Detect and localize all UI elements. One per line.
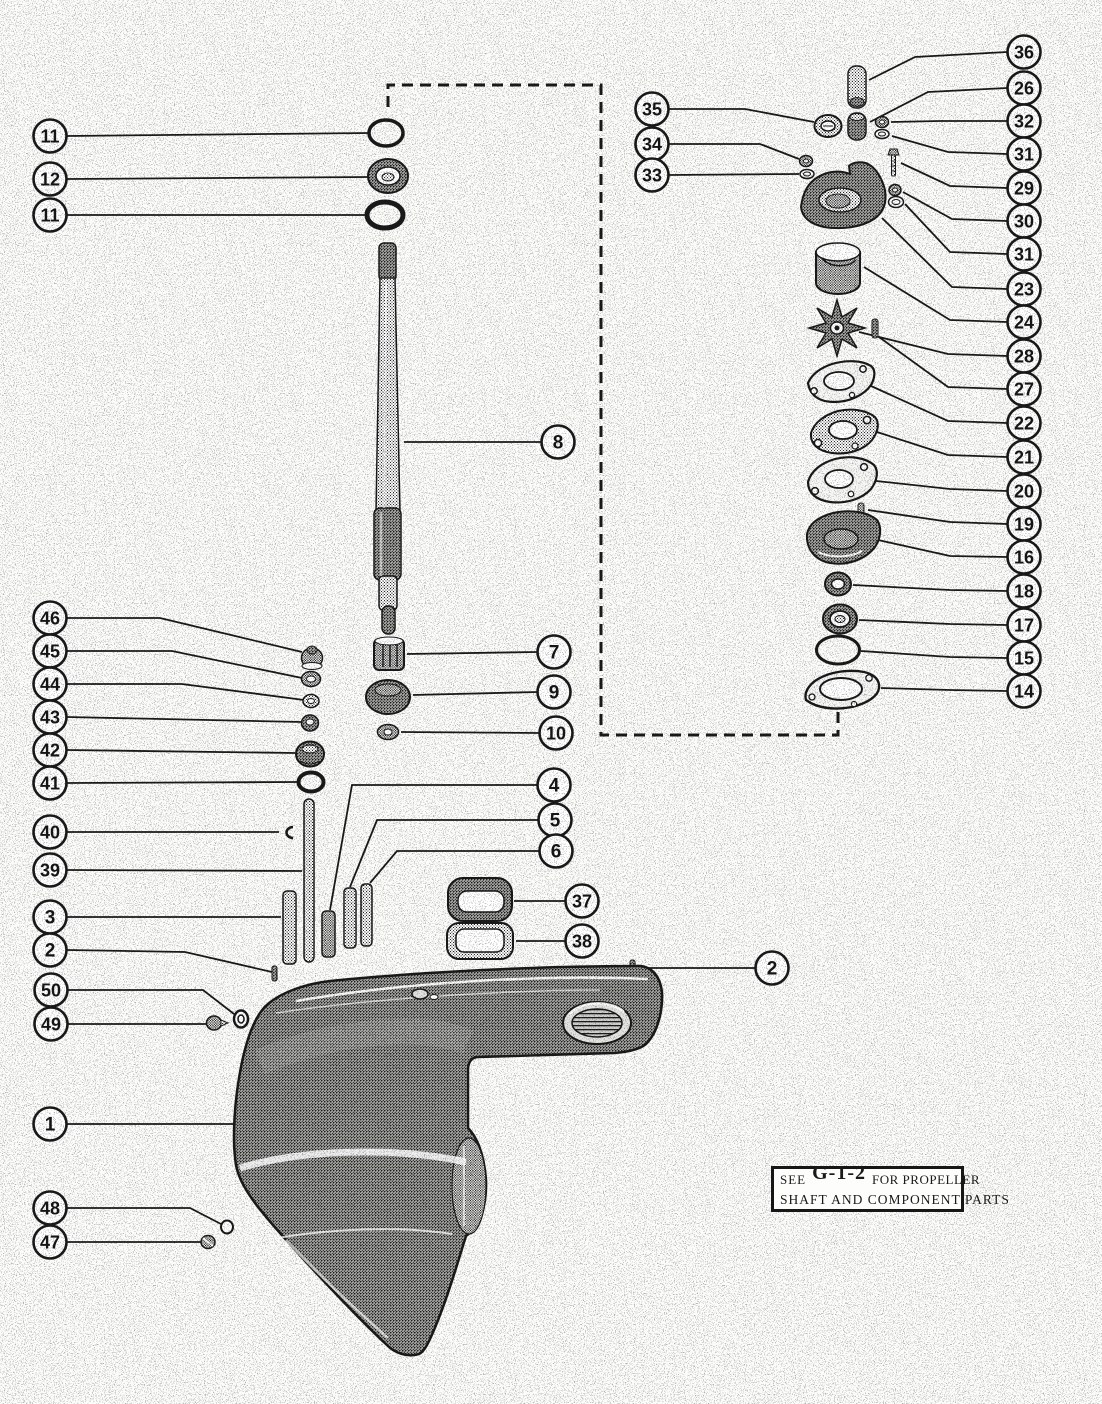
part-36-pump-liner: [848, 66, 866, 108]
svg-text:50: 50: [40, 980, 62, 1001]
callout-2: [34, 934, 67, 967]
part-4-dowel-rod: [322, 911, 335, 957]
part-47-vent-screw: [201, 1236, 215, 1249]
svg-text:5: 5: [549, 810, 561, 832]
callout-50: [35, 974, 68, 1007]
callout-7: [538, 636, 571, 669]
callout-47: [34, 1226, 67, 1259]
svg-text:41: 41: [39, 773, 61, 794]
svg-text:20: 20: [1013, 481, 1035, 502]
svg-text:16: 16: [1013, 547, 1035, 568]
svg-text:19: 19: [1013, 514, 1035, 535]
callout-12: [34, 163, 67, 196]
callout-10: [540, 717, 573, 750]
callout-37: [566, 885, 599, 918]
svg-text:48: 48: [39, 1198, 61, 1219]
part-7-pinion-bearing: [374, 637, 404, 670]
callout-34: [636, 128, 669, 161]
callout-26: [1008, 72, 1041, 105]
svg-text:29: 29: [1013, 178, 1035, 199]
part-30-nut: [889, 185, 901, 196]
callout-6: [540, 835, 573, 868]
svg-text:14: 14: [1013, 681, 1035, 702]
svg-text:42: 42: [39, 740, 61, 761]
part-17-oil-seal-large: [823, 605, 857, 634]
svg-text:26: 26: [1013, 78, 1035, 99]
callout-48: [34, 1192, 67, 1225]
part-50-seal-washer: [234, 1011, 248, 1028]
callout-43: [34, 701, 67, 734]
callout-14: [1008, 675, 1041, 708]
callout-1: [34, 1108, 67, 1141]
callout-38: [566, 925, 599, 958]
svg-text:35: 35: [641, 99, 663, 120]
svg-text:36: 36: [1013, 42, 1035, 63]
callout-29: [1008, 172, 1041, 205]
part-32-nut: [876, 117, 889, 128]
svg-text:49: 49: [40, 1014, 62, 1035]
part-3-dowel-rod: [283, 891, 296, 964]
callout-30: [1008, 205, 1041, 238]
svg-text:27: 27: [1013, 379, 1035, 400]
svg-text:2: 2: [44, 940, 56, 962]
note-line-2: SHAFT AND COMPONENT PARTS: [780, 1192, 1010, 1207]
svg-text:45: 45: [39, 641, 61, 662]
callout-31: [1008, 138, 1041, 171]
part-2-dowel-pin-left: [272, 966, 277, 981]
svg-text:8: 8: [552, 432, 564, 454]
callout-32: [1008, 105, 1041, 138]
callout-16: [1008, 541, 1041, 574]
svg-text:32: 32: [1013, 111, 1035, 132]
callout-5: [539, 804, 572, 837]
note-page-code: G-1-2: [812, 1162, 867, 1184]
callout-41: [34, 767, 67, 800]
part-45-washer: [302, 672, 321, 687]
part-18-seal-ring-small: [825, 573, 851, 596]
svg-text:1: 1: [44, 1114, 56, 1136]
callout-49: [35, 1008, 68, 1041]
callout-15: [1008, 642, 1041, 675]
callout-23: [1008, 273, 1041, 306]
svg-text:24: 24: [1013, 312, 1035, 333]
svg-text:22: 22: [1013, 413, 1035, 434]
callout-19: [1008, 508, 1041, 541]
part-37-water-tube-grommet-upper: [448, 878, 512, 921]
svg-text:37: 37: [571, 891, 593, 912]
part-24-pump-cup: [816, 243, 860, 294]
svg-text:40: 40: [39, 822, 61, 843]
callout-33: [636, 159, 669, 192]
svg-text:31: 31: [1013, 244, 1035, 265]
callout-18: [1008, 575, 1041, 608]
svg-text:9: 9: [548, 682, 560, 704]
callout-4: [538, 769, 571, 802]
part-5-dowel-rod: [344, 888, 356, 948]
callout-8: [542, 426, 575, 459]
callout-2: [756, 952, 789, 985]
part-27-impeller-key: [872, 319, 878, 338]
callout-11: [34, 120, 67, 153]
svg-text:2: 2: [766, 958, 778, 980]
part-38-water-tube-grommet-lower: [447, 923, 513, 959]
callout-22: [1008, 407, 1041, 440]
part-26-pump-insert: [848, 113, 866, 140]
callout-24: [1008, 306, 1041, 339]
callout-27: [1008, 373, 1041, 406]
part-39-shift-shaft: [304, 799, 314, 962]
part-48-vent-washer: [221, 1221, 233, 1234]
note-see-text: SEE: [780, 1172, 807, 1187]
part-31-washer: [889, 197, 904, 208]
svg-text:11: 11: [40, 126, 60, 147]
part-34-nut: [800, 156, 813, 167]
part-42-shift-cam: [296, 742, 324, 767]
callout-11: [34, 199, 67, 232]
part-44-ring: [303, 695, 319, 708]
note-line-1: [780, 1162, 981, 1190]
callout-40: [34, 816, 67, 849]
svg-text:30: 30: [1013, 211, 1035, 232]
svg-text:3: 3: [44, 907, 56, 929]
part-9-pinion-gear: [366, 680, 410, 714]
callout-44: [34, 668, 67, 701]
part-28-impeller: [809, 300, 865, 356]
callout-45: [34, 635, 67, 668]
callout-31: [1008, 238, 1041, 271]
svg-text:4: 4: [548, 775, 560, 797]
part-43-bushing: [302, 715, 319, 731]
callout-17: [1008, 609, 1041, 642]
svg-text:11: 11: [40, 205, 60, 226]
svg-text:23: 23: [1013, 279, 1035, 300]
svg-text:6: 6: [550, 841, 562, 863]
part-12-ball-bearing: [368, 159, 408, 193]
part-31-washer: [875, 130, 889, 139]
svg-text:47: 47: [39, 1232, 61, 1253]
part-35-oil-seal: [815, 115, 842, 137]
leader-line-32: [891, 121, 1007, 122]
part-10-pinion-nut: [378, 725, 399, 740]
svg-text:43: 43: [39, 707, 61, 728]
svg-text:18: 18: [1013, 581, 1035, 602]
svg-text:28: 28: [1013, 346, 1035, 367]
svg-text:44: 44: [39, 674, 61, 695]
leader-line-10: [401, 732, 539, 733]
svg-text:31: 31: [1013, 144, 1035, 165]
part-33-washer: [800, 170, 814, 179]
callout-42: [34, 734, 67, 767]
svg-text:7: 7: [548, 642, 560, 664]
callout-28: [1008, 340, 1041, 373]
callout-35: [636, 93, 669, 126]
note-suffix-text: FOR PROPELLER: [872, 1172, 981, 1187]
callout-46: [34, 602, 67, 635]
callout-39: [34, 854, 67, 887]
svg-text:21: 21: [1013, 447, 1035, 468]
svg-text:33: 33: [641, 165, 663, 186]
leader-line-33: [669, 174, 799, 175]
callout-36: [1008, 36, 1041, 69]
callout-21: [1008, 441, 1041, 474]
svg-text:17: 17: [1013, 615, 1035, 636]
svg-text:39: 39: [39, 860, 61, 881]
svg-text:15: 15: [1013, 648, 1035, 669]
callout-3: [34, 901, 67, 934]
svg-text:10: 10: [545, 723, 567, 744]
svg-text:46: 46: [39, 608, 61, 629]
part-6-dowel-rod: [361, 884, 372, 946]
svg-text:34: 34: [641, 134, 663, 155]
propeller-reference-note: [771, 1162, 1010, 1212]
leader-line-41: [67, 782, 297, 783]
svg-text:12: 12: [39, 169, 61, 190]
callout-9: [538, 676, 571, 709]
leader-line-39: [67, 870, 302, 871]
callout-20: [1008, 475, 1041, 508]
svg-text:38: 38: [571, 931, 593, 952]
